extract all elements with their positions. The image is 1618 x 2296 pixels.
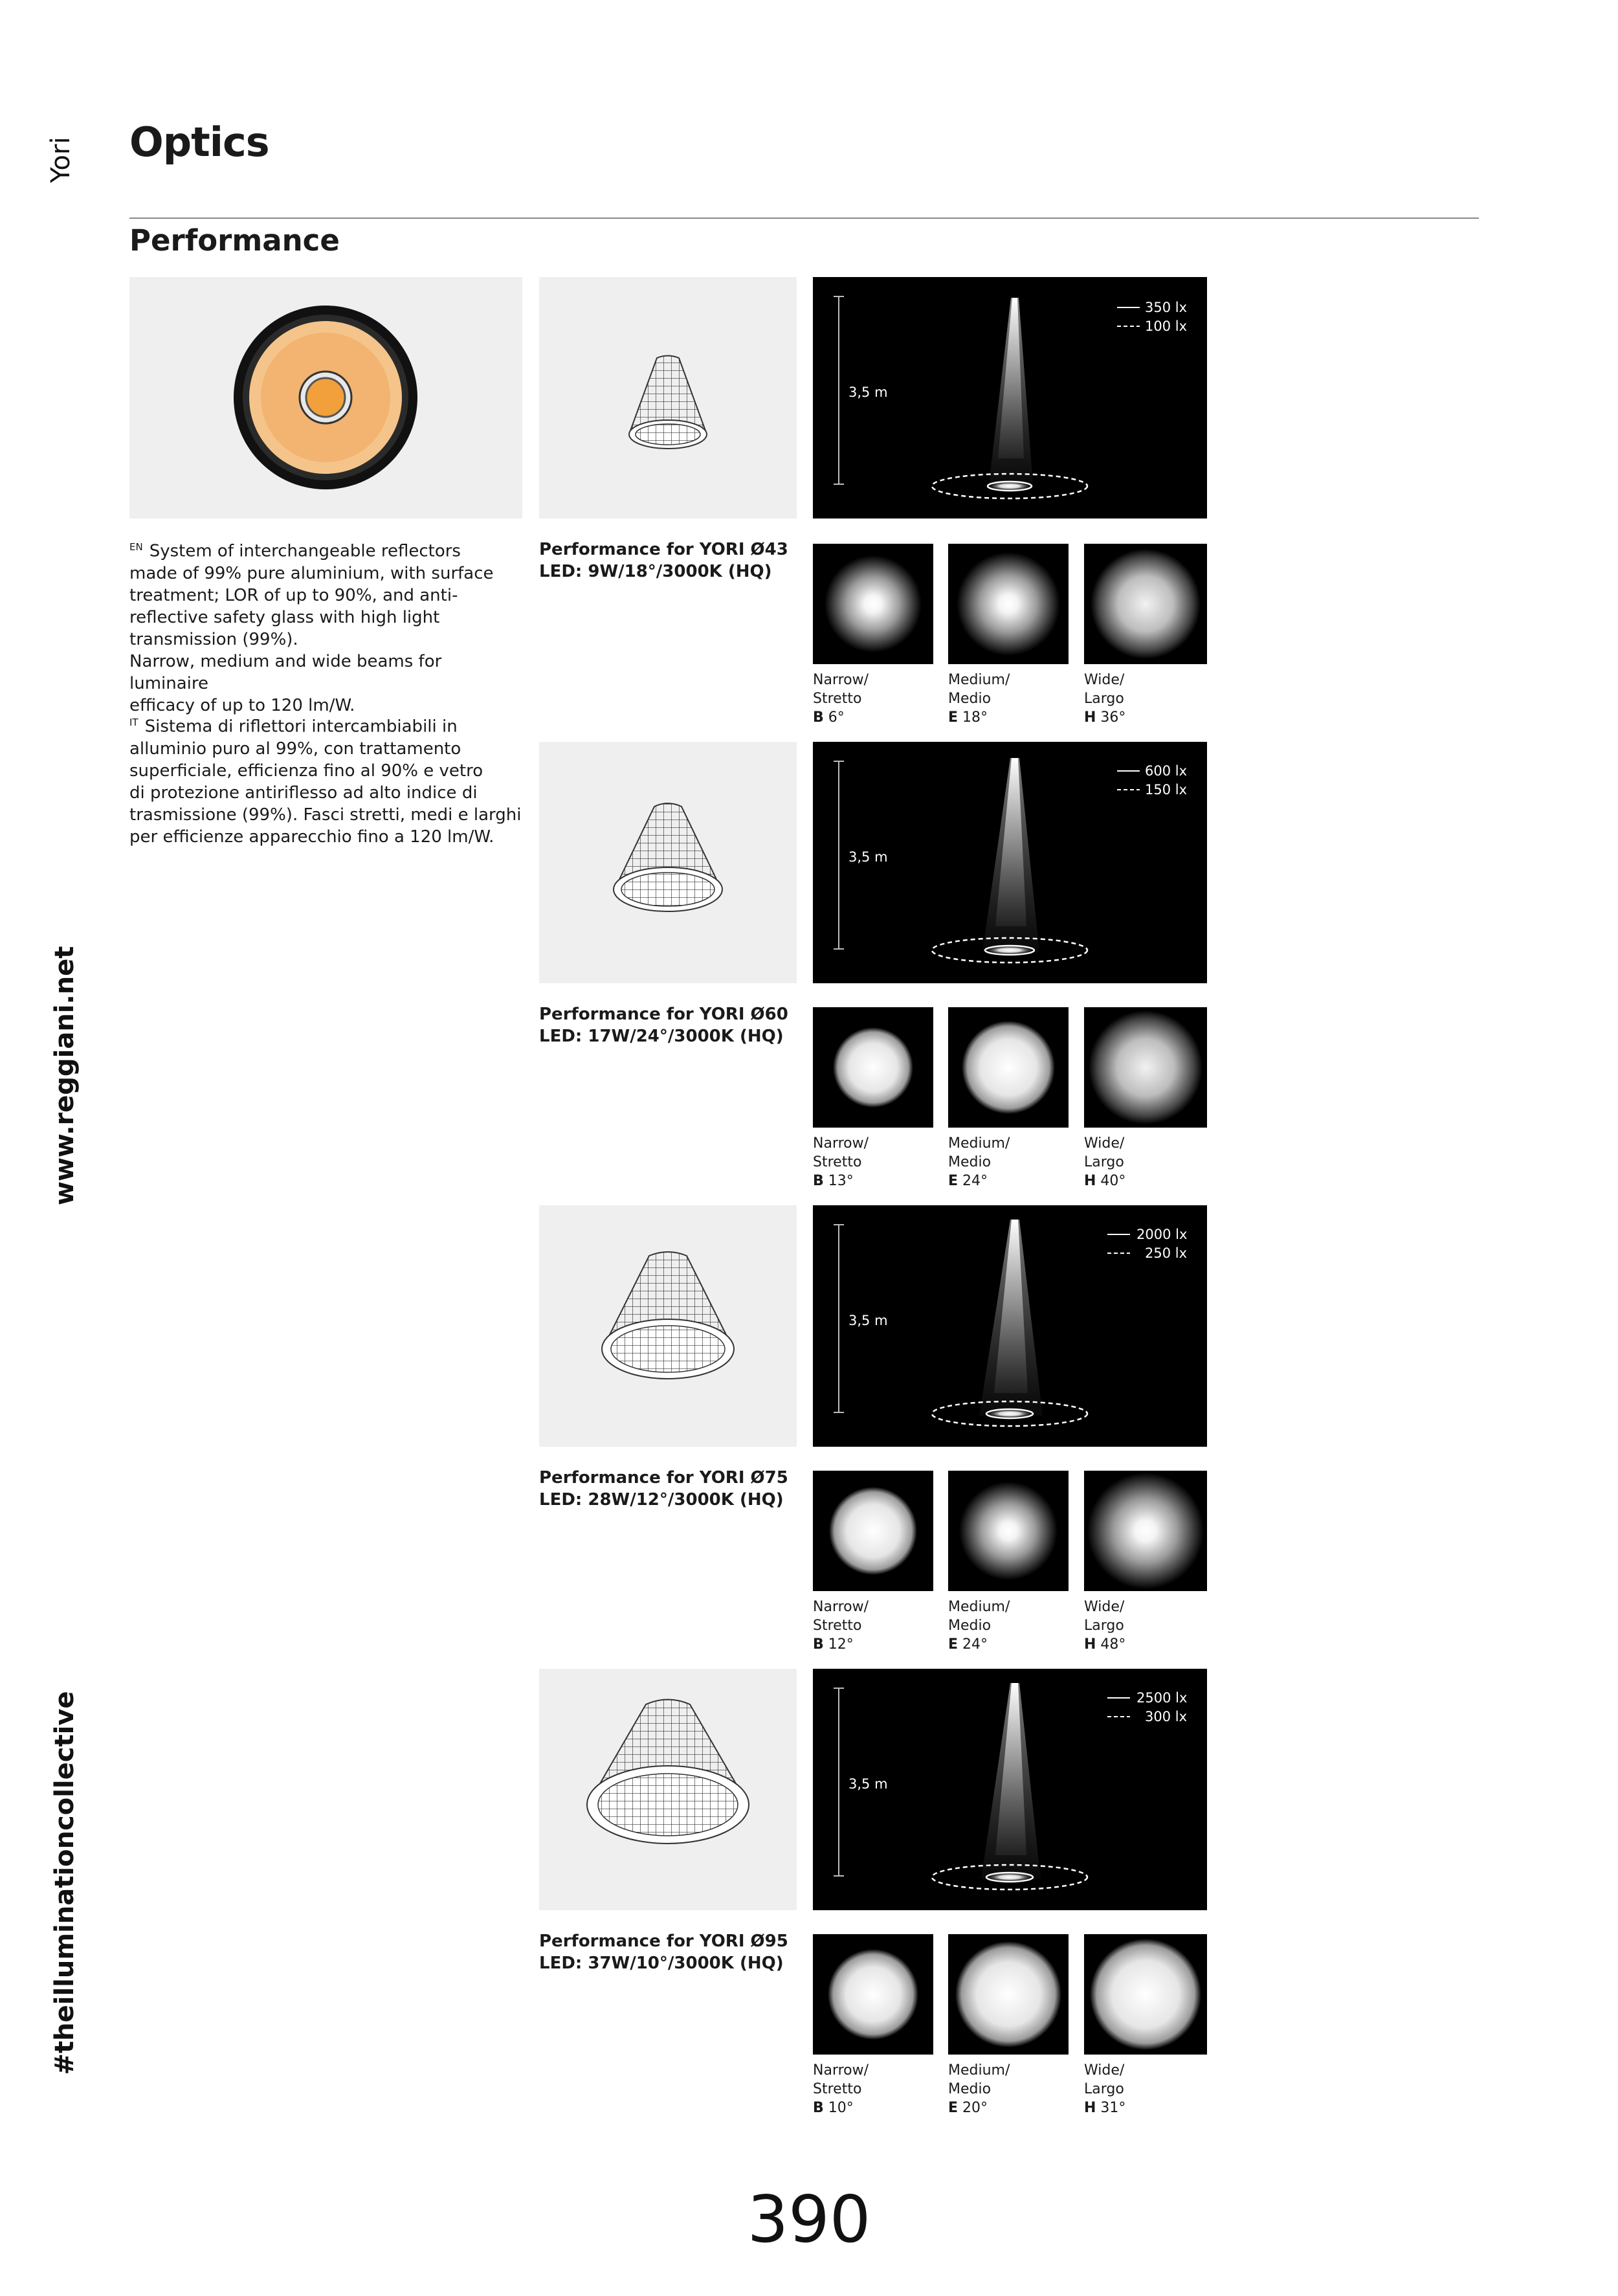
reflector-75-icon [539,1205,797,1447]
beam-spot-narrow-95 [813,1934,933,2055]
performance-heading-60: Performance for YORI Ø60 LED: 17W/24°/3000K (HQ) [539,1005,788,1046]
lang-tag-it: IT [129,717,139,728]
beam-label-wide-75: Wide/ Largo H 48° [1084,1599,1126,1653]
performance-heading-95: Performance for YORI Ø95 LED: 37W/10°/3000K (HQ) [539,1932,788,1973]
height-label-60: 3,5 m [848,849,888,865]
performance-heading-75: Performance for YORI Ø75 LED: 28W/12°/3000K (HQ) [539,1468,788,1510]
lux-dashed-label-95: 300 lx [1145,1709,1188,1724]
beam-label-wide-95: Wide/ Largo H 31° [1084,2062,1126,2116]
beam-label-narrow-75: Narrow/ Stretto B 12° [813,1599,869,1653]
lux-solid-label-60: 600 lx [1145,763,1188,779]
lux-solid-label-43: 350 lx [1145,300,1188,315]
beam-spot-wide-60 [1084,1007,1207,1128]
beam-spot-wide-75 [1084,1471,1207,1591]
height-label-75: 3,5 m [848,1313,888,1328]
beam-label-medium-75: Medium/ Medio E 24° [948,1599,1010,1653]
beam-spot-wide-95 [1084,1934,1207,2055]
luminaire-front-view [129,277,522,518]
website-side-label: www.reggiani.net [50,946,80,1205]
beam-label-wide-60: Wide/ Largo H 40° [1084,1135,1126,1189]
description-it-text: Sistema di riflettori intercambiabili in alluminio puro al 99%, con trattamento superficiale, efficienza fino al 90% e vetro di protezione antiriflesso ad alto indice di trasmissione (99%). Fasci stretti, medi e larghi per efficienze apparecchio fino a 120 lm/W. [129,717,522,847]
reflector-photo-75 [539,1205,797,1447]
beam-label-medium-95: Medium/ Medio E 20° [948,2062,1010,2116]
reflector-95-icon [539,1669,797,1910]
light-distribution-chart-43 [813,277,1207,518]
beam-label-narrow-60: Narrow/ Stretto B 13° [813,1135,869,1189]
title-divider [129,217,1479,219]
lux-solid-label-75: 2000 lx [1136,1227,1188,1242]
beam-spot-wide-43 [1084,544,1207,664]
page-number: 390 [747,2181,871,2257]
beam-spot-medium-75 [948,1471,1069,1591]
reflector-photo-95 [539,1669,797,1910]
beam-spot-medium-43 [948,544,1069,664]
lux-dashed-label-60: 150 lx [1145,782,1188,797]
description-en-text: System of interchangeable reflectors made of 99% pure aluminium, with surface treatment; LOR of up to 90%, and anti- reflective safety glass with high light transmission (99%). Narrow, medium and wide beams for luminaire efficacy of up to 120 lm/W. [129,541,494,715]
reflector-photo-60 [539,742,797,983]
beam-spot-medium-60 [948,1007,1069,1128]
description-en [129,536,524,717]
solid-isolux-75 [986,1409,1033,1418]
beam-label-narrow-43: Narrow/ Stretto B 6° [813,672,869,726]
beam-spot-narrow-60 [813,1007,933,1128]
light-distribution-chart-75 [813,1205,1207,1447]
solid-isolux-60 [985,946,1034,955]
description-it [129,711,524,848]
beam-label-medium-43: Medium/ Medio E 18° [948,672,1010,726]
brand-side-label: Yori [46,137,76,183]
light-distribution-chart-95 [813,1669,1207,1910]
lux-dashed-label-43: 100 lx [1145,318,1188,334]
beam-spot-narrow-75 [813,1471,933,1591]
beam-spot-narrow-43 [813,544,933,664]
beam-spot-medium-95 [948,1934,1069,2055]
beam-label-medium-60: Medium/ Medio E 24° [948,1135,1010,1189]
beam-label-wide-43: Wide/ Largo H 36° [1084,672,1126,726]
page-title: Optics [129,118,269,166]
reflector-60-icon [539,742,797,983]
solid-isolux-95 [986,1873,1033,1882]
reflector-photo-43 [539,277,797,518]
lang-tag-en: EN [129,541,143,553]
lux-dashed-label-75: 250 lx [1145,1245,1188,1261]
lux-solid-label-95: 2500 lx [1136,1690,1188,1706]
beam-label-narrow-95: Narrow/ Stretto B 10° [813,2062,869,2116]
reflector-43-icon [539,277,797,518]
light-distribution-chart-60 [813,742,1207,983]
height-label-95: 3,5 m [848,1776,888,1792]
section-title: Performance [129,223,340,258]
height-label-43: 3,5 m [848,385,888,400]
hashtag-side-label: #theilluminationcollective [50,1691,80,2075]
luminaire-front-photo [129,277,522,518]
performance-heading-43: Performance for YORI Ø43 LED: 9W/18°/3000K (HQ) [539,540,788,581]
solid-isolux-43 [988,482,1032,491]
